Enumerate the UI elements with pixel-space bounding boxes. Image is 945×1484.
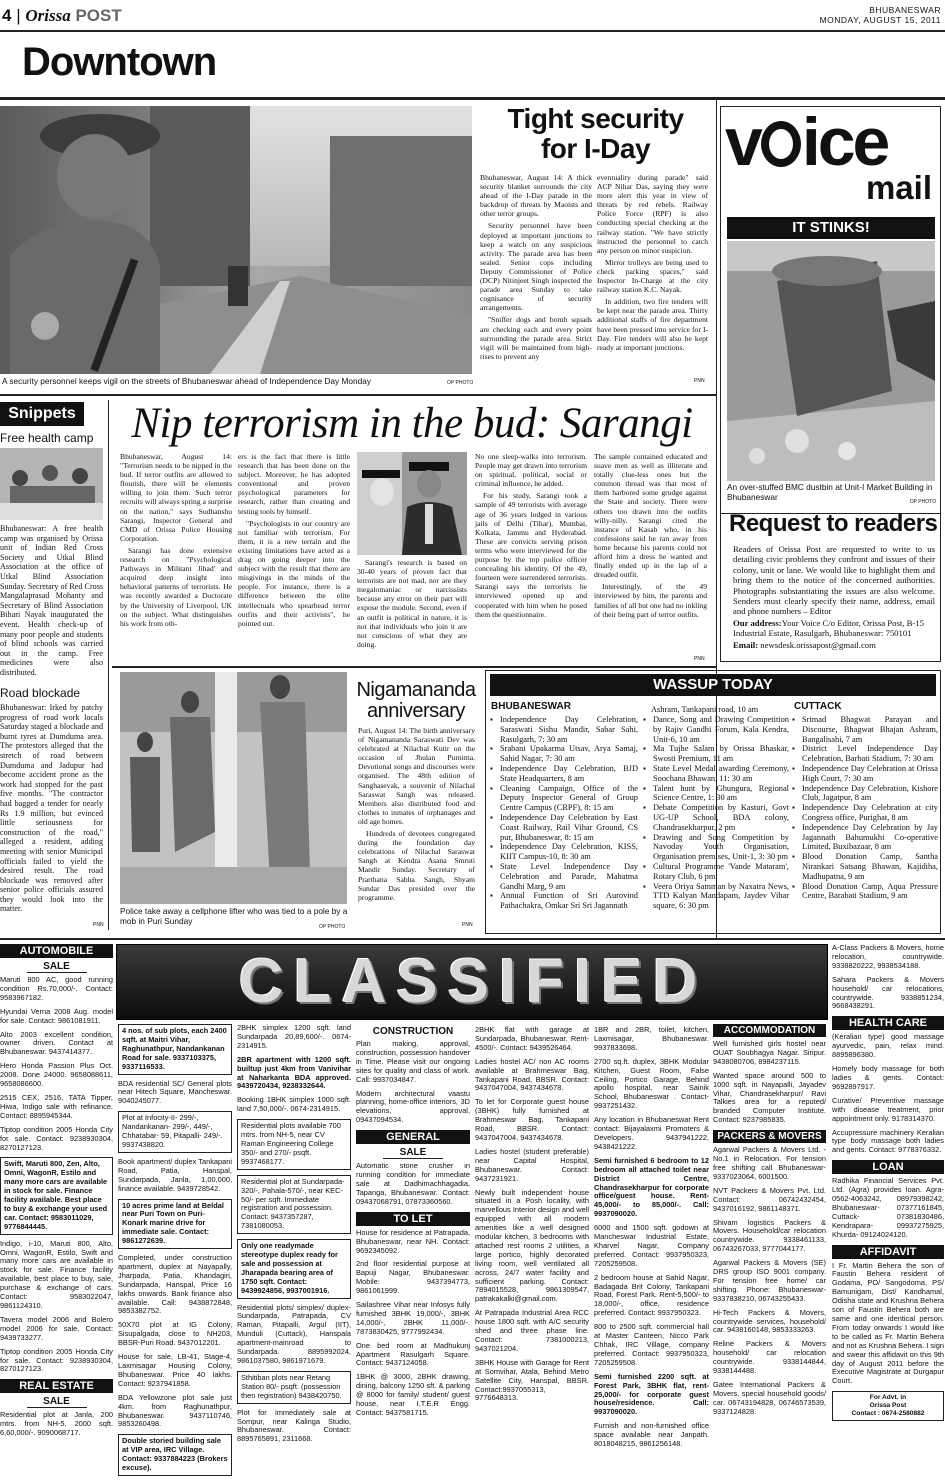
classified-ad: Sahara Packers & Movers household/ car relocations, countrywide. 9338851234, 9668438291. <box>832 974 944 1011</box>
classified-ad: NVT Packers & Movers Pvt. Ltd. Contact: 06742432454, 9437016192, 9861148371. <box>713 1185 826 1213</box>
classified-ad: Furnish and non-furnished office space available near Janpath. 8018048215, 9861256148. <box>594 1421 709 1449</box>
security-col2 <box>597 173 708 355</box>
classified-ad: To let for Corporate guest house (3BHK) fully furnished at Brahmeswar Bag, Tankapani Road, BBSR. Contact: 9437047004, 9437434678. <box>475 1097 589 1142</box>
dustbin-credit: OP PHOTO <box>909 499 936 505</box>
health-care-heading: HEALTH CARE <box>832 1016 944 1030</box>
classified-ad: Semi furnished 2200 sqft. at Forest Park, 3BHK flat, rent-25,000/- for corporate guest house/residence. Call: 9937090020. <box>594 1371 709 1417</box>
accommodation-heading: ACCOMMODATION <box>713 1024 826 1037</box>
snippet-heading-road: Road blockade <box>0 686 81 700</box>
classified-ad: Reline Packers & Movers household/ car relocation countrywide. 9338144844, 9338144488. <box>713 1339 826 1376</box>
wassup-item: ▪ Blood Donation Camp, Aqua Pressure Centre, Barabati Stadium, 9 am <box>792 882 938 902</box>
classified-ad: 6000 and 1500 sqft. godown at Mancheswar Industrial Estate, Kharvel Nagar, Company preferred. Contact: 9937950323, 7205259508. <box>594 1223 709 1268</box>
nip-para: ers is the fact that there is little research that has been done on the subject. Moreover, he has adopted conventional and proven psychological parameters for research, rather than creating and testing tools by himself. <box>238 452 350 516</box>
classified-ad: House for sale, LB-41, Stage-4, Laxmisagar Housing Colony, Bhubaneswar. Price 40 lakhs. Contact: 9237941858. <box>118 1352 232 1388</box>
classified-ad: 1BR and 2BR, toilet, kitchen, Laxmisagar, Bhubaneswar. 9937833698. <box>594 1025 709 1052</box>
classified-ad-boxed: Residential plots available 700 mtrs. from NH-5, near CV Raman Engineering College 350/- and 270/- psqft. 9937468177. <box>237 1119 351 1170</box>
affidavit-heading: AFFIDAVIT <box>832 1245 944 1259</box>
wassup-item: ▪ Independence Day Celebration, Kishore Club, Jagatpur, 8 am <box>792 784 938 804</box>
security-headline <box>478 104 713 164</box>
real-estate-sale-heading: SALE <box>27 1396 87 1408</box>
wassup-item: ▪ State Level Independence Day Celebration and Parade, Mahatma Gandhi Marg, 9 am <box>490 862 638 891</box>
it-stinks-bar: IT STINKS! <box>727 217 935 239</box>
classified-ad: BDA Yellowzone plot sale just 4km. from Raghunathpur, Bhubaneswar. 9437110746, 9853260498. <box>118 1392 232 1429</box>
nip-para: Bhubaneswar, August 14: "Terrorism needs to be nipped in the bud. If terror outfits are allowed to flourish, there will be elements willing to join them. Such terror recruits will always spring a surprise on the nation," says Sudhanshu Sarangi, Inspector General and CMD of Orissa Police Housing Corporation. <box>120 452 232 543</box>
wassup-item: ▪ Veera Oriya Samman by Naxatra News, TTD Kalyan Mandapam, Jaydev Vihar square, 6: 30 pm <box>643 882 789 911</box>
advt-line3: Contact : 0674-2580882 <box>851 1410 925 1418</box>
page-number: 4 <box>2 6 12 25</box>
email-text: newsdesk.orissapost@gmail.com <box>760 640 876 650</box>
niga-body <box>358 726 475 905</box>
classified-ad: BDA residential SC/ General plots near Hitech Square, Mancheswar. 9040245077. <box>118 1078 232 1106</box>
niga-credit: PNN <box>462 922 473 928</box>
classified-ad: Tiptop condition 2005 Honda City for sale. Contact: 9238930304, 8270127123. <box>0 1124 113 1152</box>
snippet-road-text: Bhubaneswar: Irked by patchy progress of road work locals Saturday staged a blockade and burnt tyres at Dumduma area. The protestors alleged that the stretch of road between Dumduma and Jadupur had become accident prone as the work had stopped for the past five months. "The contractor had bagged a tender for nearly Rs 1.9 million, but evinced little seriousness for construction of the road," alleged a resident, adding meeting with senior Municipal officials failed to yield the desired result. The road blockade was removed after senior police officials assured they would look into the matter. <box>0 703 103 914</box>
classified-col-7 <box>713 1024 826 1422</box>
nip-credit: PNN <box>694 656 705 662</box>
voice-logo-mail: mail <box>865 169 932 206</box>
nip-col1 <box>120 452 232 631</box>
police-photo <box>120 672 347 904</box>
wassup-item: ▪ Independence Day Celebration, KISS, KIIT Campus-10, 8: 30 am <box>490 842 638 862</box>
classified-ad: 2700 sq.ft. duplex, 3BHK Modular Kitchen, Guest Room, False Ceiling, Portico Garage, Behind apollo hospital, near Sainik School, Bhubaneswar . Contact- 9937251432. <box>594 1056 709 1111</box>
nip-col5 <box>594 452 707 622</box>
classified-col-5 <box>475 1026 589 1408</box>
general-heading: GENERAL <box>356 1130 470 1144</box>
classified-ad: Book apartment/ duplex Tankapani Road, Patia, Hanspal, Sundarpada, Janla, 1,00,000, finance available. 9439728542. <box>118 1156 232 1193</box>
classified-ad: 2BHK flat with garage at Sundarpada, Bhubaneswar. Rent-4500/-. Contact: 9439526464. <box>475 1025 589 1052</box>
classified-ad: Indigo, i-10, Maruti 800, Alto, Omni, WagonR, Estilo, Swift and many more cars are available in stock for sale. Finance facility available, best place to buy, sale, purchase & exchange of cars. Contact: 9583022047, 9861124310. <box>0 1238 113 1310</box>
advt-line2: Orissa Post <box>869 1402 907 1410</box>
classified-ad: Completed, under construction apartment, duplex at Nayapally, Jharpada, Patia, Khandagiri, Sundarpada, Hanspal, Price 16 lakhs onwards. Bank finance also available. Call: 9438872848, 9853382752. <box>118 1253 232 1316</box>
classified-ad: At Patrapada Industrial Area RCC house 1800 sqft. with A/C security shed and three phase line. Contact: 7381000213, 9437021204. <box>475 1308 589 1353</box>
classified-ad: Gatee International Packers & Movers, special household goods/ car. 06743194828, 06746573539, 9337124828. <box>713 1380 826 1416</box>
classified-ad-boxed: 4 nos. of sub plots, each 2400 sqft. at Maitri Vihar, Raghunathpur, Nandankanan Road for sale. 9337103375, 9337116533. <box>118 1024 232 1075</box>
classified-ad-boxed: Double storied building sale at VIP area, IRC Village. Contact: 9337884223 (Brokers excuse). <box>118 1434 232 1476</box>
wassup-item: ▪ Independence Day Celebration, Saraswati Sishu Mandir, Sabar Sahi, Rasulgarh, 7: 30 am <box>490 715 638 744</box>
security-para: "Sniffer dogs and bomb squads are checking each and every point surrounding the parade area. Strict vigil will be maintained from high-rises to prevent any <box>480 315 592 361</box>
advt-line1: For Advt. in <box>869 1394 907 1402</box>
nip-para: For his study, Sarangi took a sample of 49 terrorists with average age of 36 years lodged in various jails of Delhi (Tihar), Mumbai, Kolkata, Jammu and Hyderabad. These are convicts serving prison terms who were interviewed for the purpose by the top police officer concealing his identity. Of the 49, fourteen were surrendered terrorists. Sarangi says the terrorists he interviewed opened up and cooperated with him when he posed them the questionnaire. <box>475 491 587 619</box>
nip-col2 <box>238 452 350 631</box>
niga-headline-line2: anniversary <box>367 700 465 722</box>
classified-col-4 <box>356 1026 470 1423</box>
nip-headline: Nip terrorism in the bud: Sarangi <box>131 400 693 447</box>
advt-contact-box <box>832 1391 944 1421</box>
security-photo-caption: A security personnel keeps vigil on the streets of Bhubaneswar ahead of Independence Day Monday <box>2 376 371 386</box>
wassup-item: ▪ Srabani Upakarma Utsav, Arya Samaj, Sahid Nagar, 7: 30 am <box>490 744 638 764</box>
nip-para: Interestingly, of the 49 interviewed by him, the parents and families of all but one had no inkling of their being part of terror outfits. <box>594 582 707 619</box>
classified-ad: Automatic stone crusher in running condition for immediate sale at Dadhimachhagadia, Tapanga, Bhubaneswar. Contact: 09437068791, 07873360560. <box>356 1161 470 1206</box>
classified-ad-boxed: Sthitiban plots near Retang Station 80/- psqft. (possession then registration) 9438420750. <box>237 1371 351 1404</box>
wassup-title: WASSUP TODAY <box>490 674 936 696</box>
dustbin-caption: An over-stuffed BMC dustbin at Unit-I Market Building in Bhubaneswar <box>727 482 933 502</box>
classified-ad: Alto 2003 excellent condition, owner driven. Contact at Bhubaneswar. 9437414377. <box>0 1029 113 1057</box>
classified-ad: Residential plot at Janla, 200 mtrs. from NH-5, 2000 sqft. 6,60,000/-. 9090068717. <box>0 1410 113 1438</box>
classified-ad: Semi furnished 6 bedroom to 12 bedroom all attached toilet near District Centre, Chandrasekharpur for corporate office/guest house. Rent-45,000/- to 85,000/-. Call: 9937090020. <box>594 1155 709 1219</box>
classified-ad: Agarwal Packers & Movers Ltd. - No.1 in Relocation. For tension free shifting call Bhubaneswar- 9337023064, 6001500. <box>713 1145 826 1181</box>
classified-ad: Newly built independent house situated in a Posh locality, with marvellous Interior design and well equipped with all modern amenities like a well designed modular kitchen, 3 bedrooms with attached rest rooms 2 utilities, a large portico, highly decorated living room, well ventilated all across, 24/7 water facility and sufficient parking. Contact: 7894015528, 9861309547, patrakakalki@gmail.com. <box>475 1187 589 1304</box>
classified-ad: Curative/ Preventive massage with disease treatment, prior appointment only. 9178314370. <box>832 1095 944 1123</box>
classified-ad: Wanted space around 500 to 1000 sqft. in Nayapalli, Jayadev Vihar, Chandrasekharpur/ Ravi Talkies area for a reputed/ branded Computer Institute. Contact: 9237985835. <box>713 1070 826 1125</box>
address-text: Your Voice C/o Editor, Orissa Post, B-15 Industrial Estate, Rasulgarh, Bhubaneswar: 750101 <box>733 618 924 639</box>
classified-ad: Well furnished girls hostel near OUAT Soubhagya Nagar. Siripur. 9438080706, 8984237115. <box>713 1039 826 1066</box>
issue-date: MONDAY, AUGUST 15, 2011 <box>819 15 941 25</box>
classified-ad: Agarwal Packers & Movers (SE) DRS group ISO 9001 company. For tension free home/ car shifting. Phone: Bhubaneswar- 9337838210, 06743255433. <box>713 1258 826 1303</box>
classified-ad: Residential plots/ simplex/ duplex- Sundarpada, Patrapada, CV Raman, Pitapalli, Argul (IIT), Munduli (Cuttack), Hanspala apartment-mainroad to Sundarpada. 8895992024, 9861037580, 9861971679. <box>237 1302 351 1365</box>
request-body: Readers of Orissa Post are requested to write to us detailing civic problems they confront and issues of their colony, unit or lane. We would like to highlight them and bring them to the notice of the concerned authorities. Photographs substantiating the issues are also welcome. Senders must clearly specify their name, address, email and phone numbers – Editor <box>733 544 935 617</box>
city-name: BHUBANESWAR <box>869 5 941 15</box>
sarangi-photo <box>357 452 467 555</box>
security-para: Security personnel have been deployed at important junctions to keep a watch on any suspicious activity. The parade area has been sealed. Senior cops including Deputy Commissioner of Police (DCP) Nitinjeet Singh inspected the parade area Sunday to take cognisance of security arrangements. <box>480 221 592 313</box>
wassup-item: ▪ Independence Day Celebration by Jay Jagannath Bahumukhi Co-operative Limited, Buxibazaar, 8 am <box>792 823 938 852</box>
voice-logo-v: v <box>725 104 760 180</box>
classified-ad: Accupressure machinery Keralian type body massage both ladies and gents. Contact: 9778376332. <box>832 1127 944 1155</box>
classified-ad: Ladies hostel (student preferable) near Capital Hospital, Bhubaneswar. Contact: 9437231921. <box>475 1146 589 1183</box>
security-photo-credit: OP PHOTO <box>447 380 474 386</box>
classified-col-6 <box>594 1026 709 1454</box>
niga-headline-line1: Nigamananda <box>356 679 476 701</box>
classified-ad: 800 to 2500 sqft. commercial hall at Master Canteen, Nicco Park Chhak, IRC Village, company preferred. Contact: 9937950323, 7205259508. <box>594 1322 709 1367</box>
wassup-item: ▪ State Level Medal awarding Ceremony, Soochana Bhawan, 11: 30 am <box>643 764 789 784</box>
police-photo-credit: OP PHOTO <box>319 924 346 930</box>
classified-ad-boxed: Swift, Maruti 800, Zen, Alto, Omni, WagonR, Estilo and many more cars are available in stock for sale. Finance facility available. Best place to buy & exchange your used car. Contact: 9583011029, 9776844445. <box>0 1157 113 1234</box>
voice-logo <box>725 104 888 180</box>
classified-ad-boxed: Only one readymade stereotype duplex ready for sale and possession at Jharapada bearing area of 1750 sqft. Contact: 9439924856, 9937001916. <box>237 1239 351 1298</box>
niga-headline <box>352 680 480 722</box>
niga-para: Puri, August 14: The birth anniversary of Nigamananda Saraswati Dev was celebrated at Nilachal Kutir on the occasion of Jhulan Purnima. Devotional songs and discourses were organised. The 48th edition of Sanghasevak, a souvenir of Nilachal Saraswat Sangh was released. Members also distributed food and clothes to inmates of orphanages and old age homes. <box>358 726 475 826</box>
health-camp-photo <box>0 448 103 520</box>
classified-ad: Plan making, approval, construction, possession handover in Time. Please visit our ongoing sites for quality and class of work. Call: 9937034847. <box>356 1039 470 1084</box>
masthead: 4 | Orissa POST BHUBANESWAR MONDAY, AUGUST 15, 2011 <box>2 5 941 25</box>
wassup-list-1 <box>490 715 638 911</box>
address-label: Our address: <box>733 618 782 628</box>
classified-ad: Tiptop condition 2005 Honda City for sale. Contact: 9238930304, 8270127123. <box>0 1346 113 1374</box>
request-address <box>733 618 938 639</box>
security-para: eventuality during parade" said ACP Nihar Das, saying they were more alert this year in view of threats by red rebels. Railway Police Force (RPF) is also conducting special checking at the railway station. "We have strictly instructed the personnel to catch any person on minor suspicion. <box>597 173 708 255</box>
classified-ad: Plot for immediately sale at Sompur, near Kalinga Studio, Bhubaneswar. Contact: 8895765891, 2311668. <box>237 1407 351 1444</box>
classified-ad: 2 bedroom house at Sahid Nagar, Badagada Brit Colony, Tankapani Road, Forest Park. Rent-5,500/- to 18,000/-, office, residence preferred. Contact: 9937950323. <box>594 1272 709 1318</box>
paper-name: Orissa <box>25 6 71 25</box>
general-sale-heading: SALE <box>383 1147 443 1159</box>
security-para: Mirror trolleys are being used to check parking spaces," said Inspector In-Charge at the city railway station K.C. Nayak. <box>597 257 708 295</box>
wassup-item: ▪ Cleaning Campaign, Office of the Deputy Inspector General of Group Centre Campus (CRPF), 8: 15 am <box>490 784 638 813</box>
voice-logo-o <box>761 121 801 167</box>
security-photo <box>0 106 472 374</box>
nip-col4 <box>475 452 587 622</box>
snippet-heading-health: Free health camp <box>0 431 94 445</box>
classified-ad: I Fr. Martin Behera the son of Faustin Behera resident of Godama, PO/ Sangodoma, PS/ Bamunigam, Dist/ Kandhamal, Odisha state and Krushna Behera son of Faustin Behera both are same and one identical person. From today onwards I would like to be called as Fr. Martin Behera and not as Krushna Behera. I sign and swear this affidavit on this 9th day of August 2011 before the Executive Magistrate at Durgapur Court. <box>832 1260 944 1386</box>
real-estate-heading: REAL ESTATE <box>0 1379 113 1393</box>
classified-ad: 50X70 plot at IG Colony, Sisupalgada, close to NH203, BBSR-Puri Road. 9437012201. <box>118 1320 232 1348</box>
wassup-item: ▪ Drawing and Song Competition by Navoday Youth Organisation, Organisation premises, Unit-1, 3: 30 pm <box>643 833 789 862</box>
wassup-item: ▪ Independence Day Celebration at Orissa High Court, 7: 30 am <box>792 764 938 784</box>
email-label: Email: <box>733 640 759 650</box>
wassup-item: ▪ Independence Day Celebration, BJD State Headquarters, 8 am <box>490 764 638 784</box>
paper-post: POST <box>75 6 122 25</box>
niga-para: Hundreds of devotees congregated during the foundation day celebrations of Nilachal Saraswat Sangh at Kendra Asana Smruti Mandir Sunday. Secretary of Prarthana Sabha Sangh, Shyam Sundar Das presided over the programme. <box>358 829 475 902</box>
classified-ad: 2BR apartment with 1200 sqft. builtup just 4km from Vanivihar at Naharkanta BDA approved. 9439720434, 9238332644. <box>237 1054 351 1091</box>
police-photo-caption: Police take away a cellphone lifter who was tied to a pole by a mob in Puri Sunday <box>120 906 348 926</box>
tolet-heading: TO LET <box>356 1212 470 1226</box>
packers-heading: PACKERS & MOVERS <box>713 1130 826 1143</box>
classified-col-3 <box>237 1024 351 1449</box>
snippets-title: Snippets <box>0 402 84 426</box>
voice-logo-rest: ice <box>801 104 888 180</box>
classified-ad: 1BHK @ 3000, 2BHK drawing, dining, balcony 1250 sft. & parking @ 8000 for family/ student/ guest house, near I.T.E.R Engg. Contact: 9437581715. <box>356 1372 470 1417</box>
security-col1 <box>480 173 592 364</box>
request-title: Request to readers <box>729 510 938 537</box>
wassup-item: ▪ District Level Independence Day Celebration, Barbati Stadium, 7: 30 am <box>792 744 938 764</box>
nip-para: No one sleep-walks into terrorism. People may get drawn into terrorism on spiritual, political, social or criminal influence, he added. <box>475 452 587 489</box>
classified-col-2 <box>118 1024 232 1481</box>
classified-ad: Hero Honda Passion Plus Oct. 2008. Done 24000. 9658088611, 9658086600. <box>0 1061 113 1089</box>
nip-para: Sarangi's research is based on 30-40 years of proven fact that terrorists are not mad, nor are they megalomaniac or narcissists because any error on their part will expose the module. Second, even if an outfit is political in nature, it is not that individuals who join it are not conscious of what they are doing. <box>357 558 467 649</box>
classified-ad: Any location in Bhubaneswar Rent contact: Bijayalaxmi Promoters & Developers. 9437941222, 9438421222. <box>594 1115 709 1151</box>
construction-heading: CONSTRUCTION <box>372 1026 454 1037</box>
nip-col3 <box>357 558 467 652</box>
section-title: Downtown <box>22 40 217 84</box>
request-email <box>733 640 938 650</box>
classified-ad: Modern architectural vaastu planning, home-office interiors, 3D elevations, approval, 09437094534. <box>356 1088 470 1125</box>
security-headline-line1: Tight security <box>507 103 684 134</box>
wassup-item: ▪ Independence Day Celebration by East Coast Railway, Rail Vihar Ground, CS pur, Bhubaneswar, 8: 15 am <box>490 813 638 842</box>
classified-ad: 2515 CEX, 2516, TATA Tipper, Hiwa, Indigo sale with refinance. Contact: 8895945344. <box>0 1092 113 1120</box>
classified-ad-boxed: 10 acres prime land at Beldal near Puri Town on Puri- Konark marine drive for immediate sale. Contact: 9861272639. <box>118 1199 232 1250</box>
classified-ad: Shivam logistics Packers & Movers. Household/car relocation countrywide. 9338461133, 06743267033, 9777044177. <box>713 1217 826 1254</box>
wassup-item: ▪ Srimad Bhagwat Parayan and Discourse, Bhagwat Bhajan Ashram, Bangalisahi, 7 am <box>792 715 938 744</box>
classified-ad-boxed: Residential plot at Sundarpada-320/-, Pahala-570/-, near KEC-50/- per sqft. Immediate registration and possession. Contact: 9437357287, 7381080053. <box>237 1175 351 1234</box>
classified-ad: Booking 1BHK simplex 1000 sqft. land 7,50,000/-. 0674-2314915. <box>237 1095 351 1114</box>
wassup-bbsr-heading: BHUBANESWAR <box>491 701 571 712</box>
snippet-credit: PNN <box>93 922 104 928</box>
classified-ad: Ladies hostel AC/ non AC rooms available at Brahmeswar Bag, Tankapani Road, BBSR. Contact: 9437047004, 9437434678. <box>475 1056 589 1093</box>
nip-para: "Psychologists in our country are not familiar with terrorism. For them, it is a new terrain and the existing limitations have acted as a drag on going deeper into the subject with the result that there are misgivings in the minds of the people. For instance, there is a difference between the elite intellectuals who spearhead terror outfits and their activists", he pointed out. <box>238 518 350 628</box>
loan-heading: LOAN <box>832 1160 944 1174</box>
request-box <box>720 510 941 662</box>
voice-mail-box <box>720 106 941 514</box>
classified-ad: House for residence at Patrapada, Bhubaneswar, near NH. Contact: 9692345092. <box>356 1227 470 1255</box>
classified-ad: One bed room at Madhukunj Apartment Rasulgarh Square. Contact: 9437124058. <box>356 1340 470 1368</box>
wassup-item: ▪ Cultural Programme 'Vande Mataram', Rotary Club, 6 pm <box>643 862 789 882</box>
wassup-item: ▪ Annual Function of Sri Aurovind Pathachakra, Omkar Sri Sri Jagannath <box>490 891 638 911</box>
wassup-list-3 <box>792 715 938 901</box>
classified-ad: Hyundai Verna 2008 Aug. model for sale. Contact: 9861081911. <box>0 1006 113 1025</box>
wassup-item: ▪ Ma Tujhe Salam by Orissa Bhaskar, Swosti Premium, 11 am <box>643 744 789 764</box>
classified-ad: Maruti 800 AC, good running condition Rs.70,000/-. Contact: 9583967182. <box>0 975 113 1002</box>
classified-ad: 2BHK simplex 1200 sqft. land Sundarpada 20,89,600/-. 0674-2314915. <box>237 1023 351 1050</box>
wassup-item: ▪ Talent hunt by Ghungura, Regional Science Centre, 1: 30 am <box>643 784 789 804</box>
classified-ad: Tavera model 2006 and Bolero model 2006 for sale. Contact: 9439733277. <box>0 1314 113 1342</box>
classified-banner-text: CLASSIFIED <box>238 947 708 1016</box>
snippet-health-text: Bhubaneswar: A free health camp was organised by Orissa unit of Indian Red Cross Society and Utkal Blind Association at the office of Utkal Blind Association Sunday. Secretary of Red Cross Mangalaprasad Mohanty and Secretary of Blind Association Bihari Nayak inaugurated the event. Health check-up of many poor people and students of blind schools was carried out in the camp. Free medicines were also distributed. <box>0 524 103 677</box>
wassup-item: ▪ Blood Donation Camp, Santha Nirankari Satsang Bhawan, Kajidiha, Madhupatna, 9 am <box>792 852 938 881</box>
wassup-box <box>485 670 941 934</box>
wassup-item: ▪ Independence Day Celebration at city Congress office, Purighat, 8 am <box>792 803 938 823</box>
wassup-item: ▪ Debate Competition by Kasturi, Govt UG-UP School, BDA colony, Chandrasekharpur, 2 pm <box>643 803 789 832</box>
classified-col-1 <box>0 944 113 1443</box>
classified-ad-boxed: Plot at Infocity-II- 299/-, Nandankanan- 299/-, 449/-, Chhatabar- 59, Pitapalli- 249/-. 9937438820. <box>118 1111 232 1153</box>
nip-para: Sarangi has done extensive research on "Psychological Pathways in Militant Jihad' and acquired deep insight into behavioral patterns of terrorists. He was recently awarded a Doctorate by the University of Liverpool, UK on the subject. What distinguishes his work from oth- <box>120 545 232 628</box>
wassup-list-2 <box>643 715 789 911</box>
nip-para: The sample contained educated and suave men as well as illiterate and totally clue-less ones but the common thread was that most of them harbored some grudge against the State and society. There were others too drawn into the outfits willy-nilly. Sarangi cited the instance of Kasab who, in his confessions said he ran away from home because his parents could not afford him a dress he wanted and finally ended up in the lap of a dreaded outfit. <box>594 452 707 580</box>
wassup-list-2-intro: Ashram, Tankapani road, 10 am <box>651 705 759 714</box>
classified-col-8 <box>832 944 944 1426</box>
classified-ad: Sailashree Vihar near Infosys fully furnished 3BHK 19,000/-, 3BHK 14,000/-, 2BHK 11,000/-. 7873830425, 9777992434. <box>356 1300 470 1336</box>
classified-ad: 3BHK House with Garage for Rent at Somvihar, Atala, Behind Metro Satellite City, Hanspal, BBSR. Contact:9937055313, 9776648313. <box>475 1357 589 1403</box>
wassup-cuttack-heading: CUTTACK <box>794 701 842 712</box>
classified-ad: Homely body massage for both ladies & gents. Contact: 9692897917. <box>832 1064 944 1091</box>
security-para: In addition, two fire tenders will be kept near the parade area. Thirty additional staffs of fire department have been pressed into service for I-Day. Fire tenders will also be kept ready at important junctions. <box>597 297 708 352</box>
security-credit: PNN <box>694 378 705 384</box>
security-headline-line2: for I-Day <box>540 133 651 164</box>
classified-ad: A-Class Packers & Movers, home relocation, countrywide. 9338820222, 9938534188. <box>832 943 944 970</box>
automobile-heading: AUTOMOBILE <box>0 944 113 958</box>
classified-banner <box>116 944 828 1020</box>
automobile-sale-heading: SALE <box>27 961 87 973</box>
classified-ad: (Keralian type) good massage ayurvedic, pain, relax mind. 8895896380. <box>832 1032 944 1060</box>
classified-ad: Hi-Tech Packers & Movers, countrywide services, household/ car. 9438160148, 9853333263. <box>713 1307 826 1335</box>
dustbin-photo <box>727 241 935 481</box>
security-para: Bhubaneswar, August 14: A thick security blanket surrounds the city ahead of the I-Day parade in the backdrop of threats by Maoists and other terror groups. <box>480 173 592 219</box>
classified-ad: 2nd floor residential purpose at Bapuji Nagar, Bhubaneswar. Mobile: 9437394773, 9861061999. <box>356 1259 470 1296</box>
classified-ad: Radhika Financial Services Pvt. Ltd. (Agra) provides loan. Agra- 0562-4063242, 08979398242, Bhubaneswar- 07377161845, Cuttack- 07381830486, Kendrapara- 09937275925, Khurda- 09124024120. <box>832 1176 944 1239</box>
wassup-item: ▪ Dance, Song and Drawing Competition by Rajiv Gandhi Forum, Kala Kendra, Unit-6, 10 am <box>643 715 789 744</box>
